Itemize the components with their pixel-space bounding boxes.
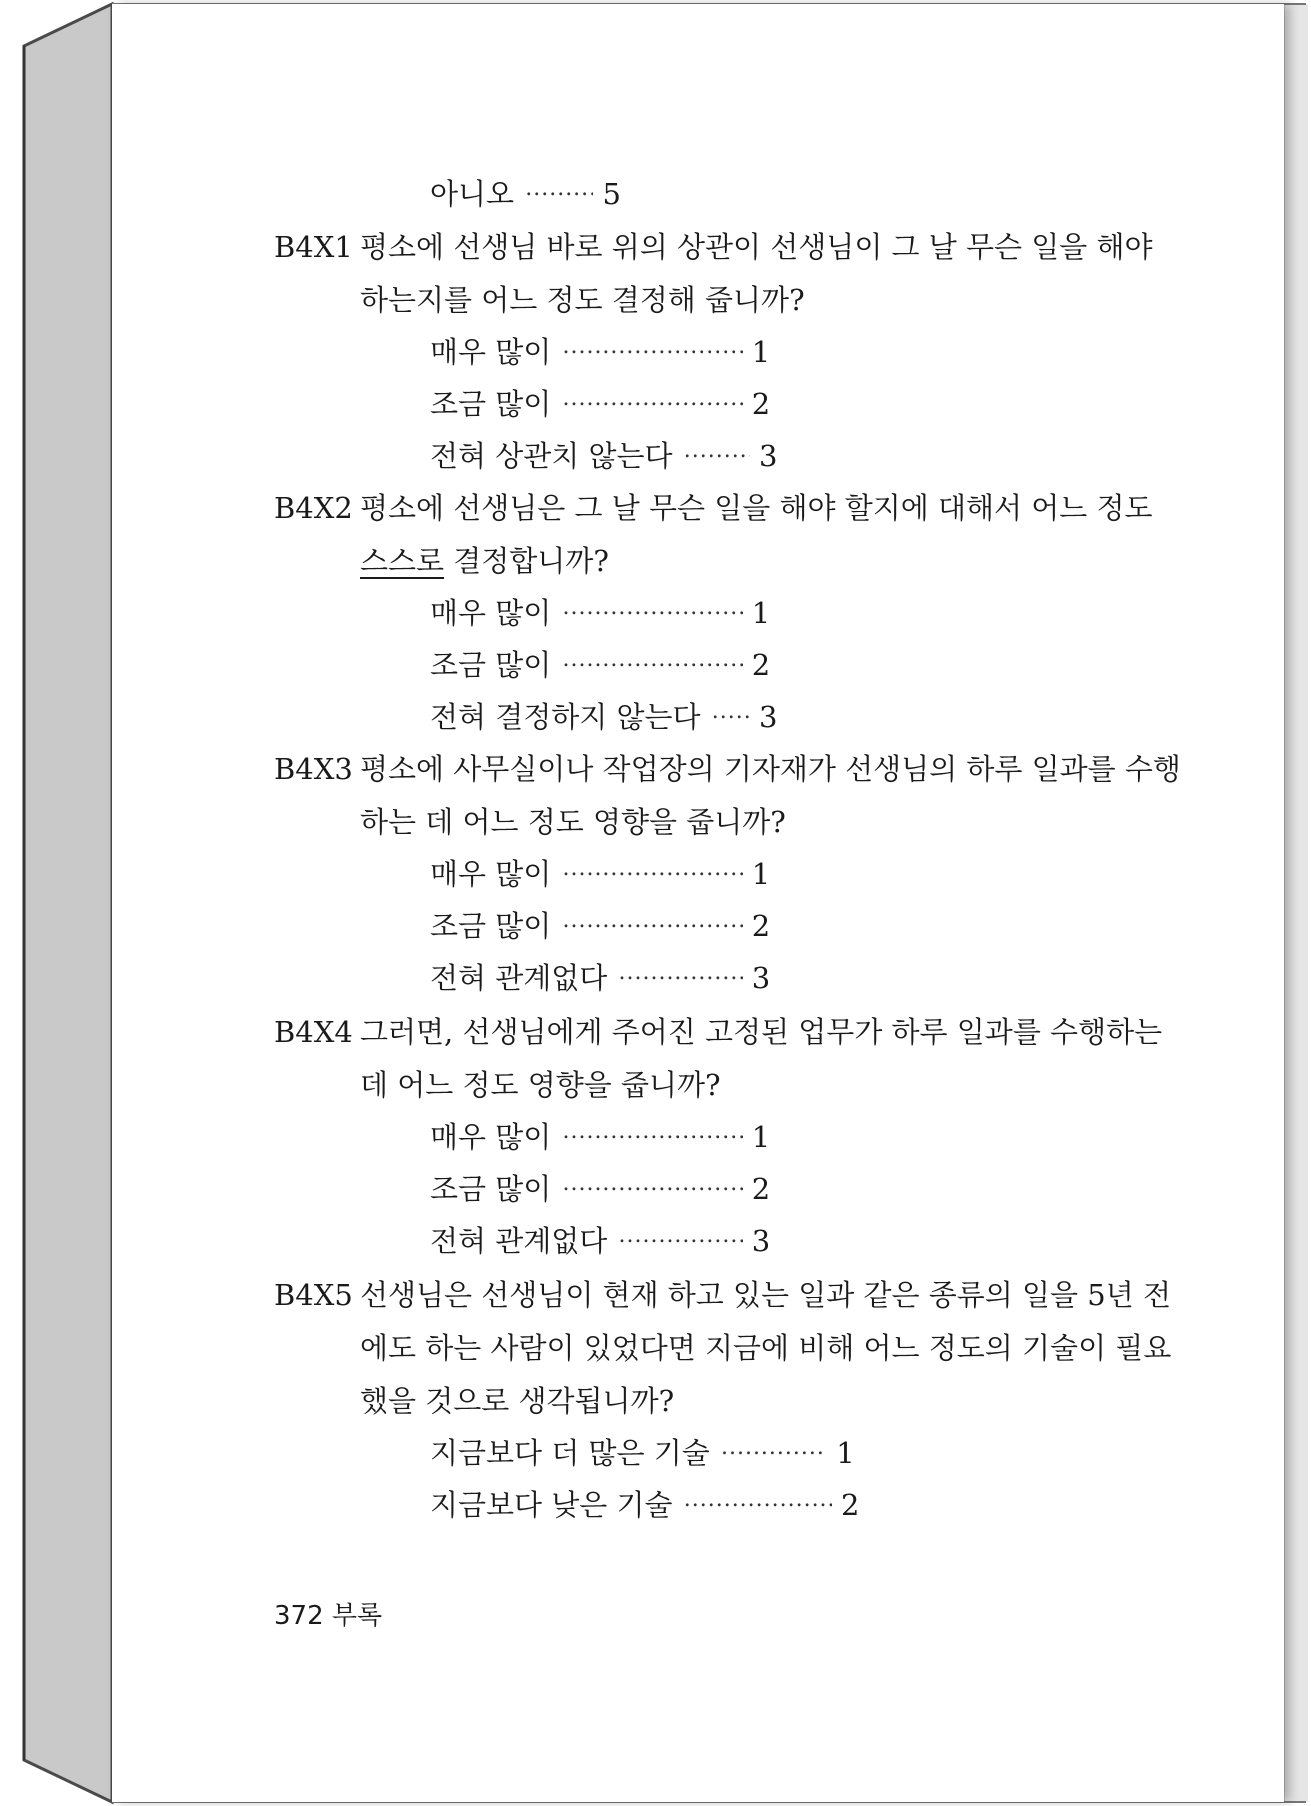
option-row — [430, 906, 770, 946]
option-row — [430, 1433, 855, 1473]
dot-leader — [561, 1117, 743, 1147]
dot-leader — [523, 174, 593, 204]
option-value: 3 — [759, 700, 778, 734]
option-row — [430, 1221, 770, 1261]
option-value: 3 — [759, 439, 778, 473]
option-value: 5 — [602, 177, 621, 211]
option-row — [430, 174, 621, 214]
option-value: 3 — [751, 1224, 771, 1258]
option-row — [430, 384, 770, 424]
option-row — [430, 958, 770, 998]
question-code: B4X5 — [274, 1278, 353, 1312]
option-label: 전혀 관계없다 — [430, 1224, 608, 1258]
question-text-cont: 하는지를 어느 정도 결정해 줍니까? — [360, 283, 805, 317]
option-value: 2 — [841, 1488, 860, 1522]
option-row — [430, 854, 770, 894]
dot-leader — [617, 958, 743, 988]
option-row — [430, 593, 770, 633]
dot-leader — [719, 1433, 827, 1463]
question-text: 평소에 사무실이나 작업장의 기자재가 선생님의 하루 일과를 수행 — [360, 752, 1181, 786]
option-value: 1 — [751, 596, 771, 630]
option-row — [430, 1169, 770, 1209]
option-label: 매우 많이 — [430, 857, 552, 891]
question-text: 평소에 선생님 바로 위의 상관이 선생님이 그 날 무슨 일을 해야 — [360, 230, 1153, 264]
question-text-rest: 결정합니까? — [444, 544, 609, 578]
question-code: B4X1 — [274, 230, 353, 264]
option-label: 지금보다 낮은 기술 — [430, 1488, 673, 1522]
dot-leader — [561, 906, 743, 936]
option-label: 조금 많이 — [430, 909, 552, 943]
questionnaire-body — [112, 4, 1284, 1802]
dot-leader — [682, 436, 750, 466]
option-value: 1 — [836, 1436, 855, 1470]
question-text-cont — [360, 541, 609, 581]
question-text: 선생님은 선생님이 현재 하고 있는 일과 같은 종류의 일을 5년 전 — [360, 1278, 1171, 1312]
dot-leader — [561, 1169, 743, 1199]
option-label: 전혀 관계없다 — [430, 961, 608, 995]
dot-leader — [561, 593, 743, 623]
question-text: 평소에 선생님은 그 날 무슨 일을 해야 할지에 대해서 어느 정도 — [360, 491, 1153, 525]
dot-leader — [561, 384, 743, 414]
option-label: 매우 많이 — [430, 335, 552, 369]
option-value: 2 — [751, 909, 771, 943]
option-row — [430, 1485, 859, 1525]
option-label: 조금 많이 — [430, 648, 552, 682]
question-code: B4X2 — [274, 491, 353, 525]
option-row — [430, 1117, 770, 1157]
option-row — [430, 697, 777, 737]
question-text: 그러면, 선생님에게 주어진 고정된 업무가 하루 일과를 수행하는 — [360, 1015, 1163, 1049]
option-label: 매우 많이 — [430, 596, 552, 630]
option-value: 2 — [751, 387, 771, 421]
question-text-cont: 했을 것으로 생각됩니까? — [360, 1384, 675, 1418]
question-text-cont: 데 어느 정도 영향을 줍니까? — [360, 1068, 721, 1102]
option-label: 전혀 결정하지 않는다 — [430, 700, 701, 734]
dot-leader — [561, 645, 743, 675]
option-label: 조금 많이 — [430, 1172, 552, 1206]
underlined-emphasis: 스스로 — [360, 544, 445, 578]
book-page — [112, 4, 1284, 1802]
option-label: 아니오 — [430, 177, 515, 211]
option-value: 1 — [751, 857, 771, 891]
option-value: 1 — [751, 335, 771, 369]
dot-leader — [710, 697, 750, 727]
question-text-cont: 에도 하는 사람이 있었다면 지금에 비해 어느 정도의 기술이 필요 — [360, 1331, 1172, 1365]
option-label: 전혀 상관치 않는다 — [430, 439, 673, 473]
option-value: 2 — [751, 648, 771, 682]
dot-leader — [561, 332, 743, 362]
dot-leader — [682, 1485, 832, 1515]
question-code: B4X4 — [274, 1015, 353, 1049]
question-text-cont: 하는 데 어느 정도 영향을 줍니까? — [360, 805, 786, 839]
dot-leader — [561, 854, 743, 884]
option-label: 매우 많이 — [430, 1120, 552, 1154]
question-code: B4X3 — [274, 752, 353, 786]
option-value: 3 — [751, 961, 771, 995]
page-footer — [274, 1598, 382, 1634]
option-row — [430, 436, 777, 476]
option-row — [430, 645, 770, 685]
option-label: 조금 많이 — [430, 387, 552, 421]
option-row — [430, 332, 770, 372]
option-value: 1 — [751, 1120, 771, 1154]
option-value: 2 — [751, 1172, 771, 1206]
section-label: 부록 — [331, 1601, 383, 1631]
page-number: 372 — [274, 1601, 324, 1631]
dot-leader — [617, 1221, 743, 1251]
option-label: 지금보다 더 많은 기술 — [430, 1436, 710, 1470]
